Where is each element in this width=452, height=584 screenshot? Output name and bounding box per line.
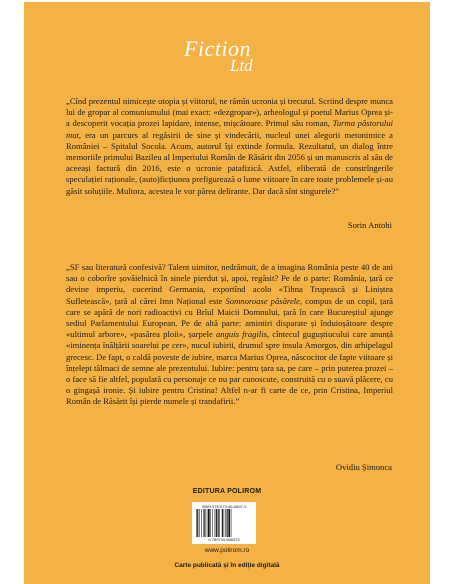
quote-segment: , compus de un copil, țară care se apără de nori radioactivi cu Brîul Maicii Domnului, țară în care Bucureștiul ajunge sediul Parlamentului European. Pe de altă parte: amintiri disparate și înduioșătoare despre «ultimul arbore», «pasărea ploii», șarpele <box>66 295 393 340</box>
review-author-simonca: Ovidiu Șimonca <box>335 462 392 472</box>
barcode-number: 9 789734 666973 <box>208 537 240 542</box>
logo-fiction-text: Fiction <box>184 36 252 61</box>
isbn-text: ISBN 978-973-46-6697-3 <box>201 504 247 509</box>
barcode-bars <box>195 509 253 537</box>
quote-segment: , era un parcurs al regăsirii de sine și vindecării, nucleul unei alegorii metonimice a României – Spitalul Socola. Acum, autorul își extinde formula. Rezultatul, un dialog între memoriile primului Bazileu al Imperiului Român de Răsărit din 2056 și un manuscris al său de aceeași factură din 2016, este o ucronie patafizică. Astfel, eliberată de constrîngerile speculației raționale, (auto)ficțiunea prefigurează o lume viitoare în care toate problemele și-au găsit soluțiile. Multora, acestea le vor părea delirante. Dar dacă sînt singurele?” <box>66 129 393 196</box>
quote-segment: , cîntecul guguștiucului care anunță «iminența înălțării soarelui pe cer», nucul iubirii, drumul spre insula Amorgos, din arhipelagul grecesc. De fapt, o caldă poveste de iubire, marca Marius Oprea, născocitor de fapte viitoare și înțelept tălmaci de semne ale prezentului. Iubire: pentru țara sa, pe care – prin puterea prozei – o face să fie altfel, populată cu personaje ce nu par cunoscute, construită cu o suavă plăcere, cu o gingașă ironie. Și iubire pentru Cristina! Altfel n-ar fi carte de ce, prin Cristina, Imperiul Român de Răsărit își pierde numele și trandafirii. <box>66 329 393 407</box>
publisher-website: www.polirom.ro <box>204 547 250 554</box>
logo-ltd-text: Ltd <box>230 56 253 75</box>
review-quote-simonca <box>66 262 393 408</box>
book-back-cover <box>24 2 430 584</box>
review-author-antohi: Sorin Antohi <box>347 220 392 230</box>
review-quote-antohi <box>66 96 393 197</box>
isbn-barcode <box>192 502 256 544</box>
quote-segment: ” <box>235 396 240 407</box>
quote-segment: Somnoroase păsărele <box>225 295 300 306</box>
publisher-name: EDITURA POLIROM <box>192 488 262 495</box>
quote-segment: anguis fragilis <box>216 329 267 340</box>
quote-segment: „SF sau literatură confesivă? Talent uimitor, nedrămuit, de a imagina România peste 40 de ani sau o coborîre șovăielnică în sinele pierdut și, apoi, regăsit? Pe de o parte: România, țară ce devine imperiu, cucerind Germania, exportînd acolo «Tihna Trupească și Liniștea Sufletească», țară al cărei Imn Național este <box>66 262 393 306</box>
fiction-ltd-logo <box>24 36 430 76</box>
quote-segment: Turma păstorului mut <box>66 118 393 140</box>
quote-segment: „Cînd prezentul nimicește utopia și viitorul, ne rămîn ucronia și trecutul. Scriind despre munca lui de gropar al comunismului (mai exact: «dezgropar»), arheologul și poetul Marius Oprea și-a descoperit vocația prozei lapidare, intense, mișcătoare. Primul său roman, <box>66 96 393 129</box>
digital-edition-note: Carte publicată și în ediție digitală <box>174 562 280 569</box>
